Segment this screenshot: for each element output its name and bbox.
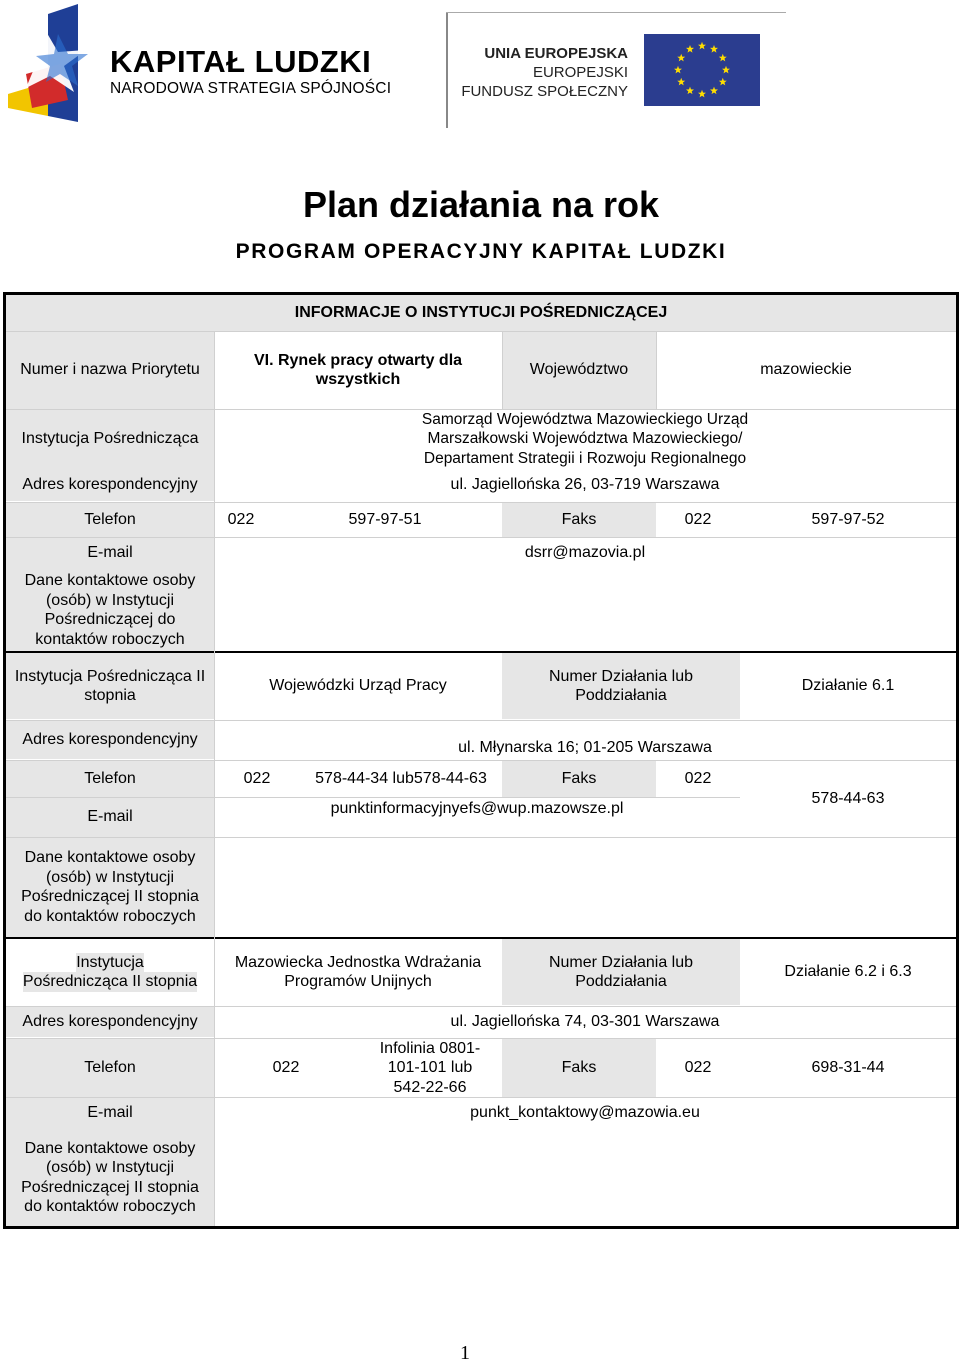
kontakt-value-1 — [214, 569, 956, 651]
ip2-value-2: Wojewódzki Urząd Pracy — [269, 677, 447, 695]
kl-title: KAPITAŁ LUDZKI — [110, 44, 372, 79]
ip2-label-2: Instytucja Pośrednicząca II stopnia — [6, 653, 214, 719]
eu-logo — [458, 30, 778, 110]
email-value-3: punkt_kontaktowy@mazowia.eu — [470, 1104, 700, 1122]
priorytet-label: Numer i nazwa Priorytetu — [6, 331, 214, 409]
eu-flag-icon — [644, 34, 760, 106]
email-label-3: E-mail — [6, 1097, 214, 1129]
telefon-prefix-2: 022 — [243, 770, 271, 788]
telefon-number-3: Infolinia 0801-101-101 lub 542-22-66 — [379, 1039, 481, 1096]
section-divider — [6, 651, 956, 653]
kontakt-value-3 — [214, 1129, 956, 1226]
grid-line — [502, 331, 503, 409]
faks-number-2: 578-44-63 — [811, 790, 885, 808]
adres-value-2: ul. Młynarska 16; 01-205 Warszawa — [458, 738, 712, 756]
wojewodztwo-label: Województwo — [502, 331, 656, 409]
dzialanie-label-2: Numer Działania lub Poddziałania — [502, 653, 740, 719]
grid-line — [6, 331, 956, 332]
grid-line — [6, 537, 956, 538]
dzialanie-value-3: Działanie 6.2 i 6.3 — [784, 963, 912, 981]
faks-prefix-3: 022 — [684, 1059, 712, 1077]
eu-line3: FUNDUSZ SPOŁECZNY — [461, 83, 628, 100]
kapital-ludzki-logo — [8, 4, 392, 124]
kapital-ludzki-emblem-icon — [8, 4, 104, 124]
priorytet-value: VI. Rynek pracy otwarty dla wszystkich — [253, 351, 463, 388]
adres-value-1: ul. Jagiellońska 26, 03-719 Warszawa — [450, 476, 720, 494]
grid-line — [6, 720, 956, 721]
telefon-label-2: Telefon — [6, 761, 214, 797]
telefon-number-2: 578-44-34 lub578-44-63 — [315, 770, 487, 788]
grid-line — [6, 409, 956, 410]
eu-line1: UNIA EUROPEJSKA — [484, 45, 628, 62]
email-value-2: punktinformacyjnyefs@wup.mazowsze.pl — [330, 800, 624, 817]
grid-line — [6, 797, 740, 798]
faks-label-3: Faks — [502, 1039, 656, 1097]
info-table — [3, 292, 959, 1229]
grid-line — [6, 1038, 956, 1039]
kontakt-label-2: Dane kontaktowe osoby (osób) w Instytucji Pośredniczącej II stopnia do kontaktów roboczych — [6, 837, 214, 937]
adres-label-2: Adres korespondencyjny — [6, 721, 214, 759]
email-label-2: E-mail — [6, 797, 214, 837]
adres-value-3: ul. Jagiellońska 74, 03-301 Warszawa — [450, 1013, 720, 1031]
faks-label-2: Faks — [502, 761, 656, 797]
kontakt-value-2 — [214, 837, 956, 937]
faks-number-3: 698-31-44 — [811, 1059, 885, 1077]
grid-line — [6, 502, 956, 503]
faks-label-1: Faks — [502, 503, 656, 537]
dzialanie-label-3: Numer Działania lub Poddziałania — [502, 939, 740, 1005]
wojewodztwo-value: mazowieckie — [760, 361, 852, 379]
page-number: 1 — [460, 1342, 470, 1364]
telefon-prefix-3: 022 — [272, 1059, 300, 1077]
ip-value: Samorząd Województwa Mazowieckiego Urząd Marszałkowski Województwa Mazowieckiego/ Departament Strategii i Rozwoju Regionalnego — [421, 410, 749, 467]
telefon-prefix-1: 022 — [227, 511, 255, 529]
dzialanie-value-2: Działanie 6.1 — [801, 677, 895, 695]
adres-label-1: Adres korespondencyjny — [6, 469, 214, 501]
email-label-1: E-mail — [6, 537, 214, 569]
ip-label: Instytucja Pośrednicząca — [6, 409, 214, 469]
grid-line — [6, 837, 956, 838]
grid-line — [6, 760, 956, 761]
kontakt-label-1: Dane kontaktowe osoby (osób) w Instytucji Pośredniczącej do kontaktów roboczych — [6, 569, 214, 651]
section-divider — [6, 937, 956, 939]
ip2-label-3 — [6, 939, 214, 1005]
faks-prefix-1: 022 — [684, 511, 712, 529]
ip2-label-3-line2: Pośrednicząca II stopnia — [22, 973, 198, 990]
ip2-label-3-line1: Instytucja — [76, 953, 144, 971]
telefon-number-1: 597-97-51 — [348, 511, 422, 529]
grid-line — [656, 331, 657, 409]
document-subtitle: PROGRAM OPERACYJNY KAPITAŁ LUDZKI — [235, 240, 727, 263]
grid-line — [6, 1006, 956, 1007]
grid-line — [6, 1097, 956, 1098]
ip2-value-3: Mazowiecka Jednostka Wdrażania Programów Unijnych — [234, 953, 482, 990]
adres-label-3: Adres korespondencyjny — [6, 1007, 214, 1037]
faks-prefix-2: 022 — [684, 770, 712, 788]
telefon-label-3: Telefon — [6, 1039, 214, 1097]
kl-subtitle: NARODOWA STRATEGIA SPÓJNOŚCI — [110, 80, 392, 97]
eu-text — [461, 44, 628, 101]
grid-line — [214, 331, 215, 1226]
kontakt-label-3: Dane kontaktowe osoby (osób) w Instytucji Pośredniczącej II stopnia do kontaktów roboczych — [6, 1129, 214, 1226]
logo-divider-top — [446, 12, 786, 13]
document-title: Plan działania na rok — [302, 184, 660, 225]
table-heading: INFORMACJE O INSTYTUCJI POŚREDNICZĄCEJ — [6, 295, 956, 331]
email-value-1: dsrr@mazovia.pl — [524, 544, 646, 562]
faks-number-1: 597-97-52 — [811, 511, 885, 529]
logo-divider — [446, 12, 448, 128]
telefon-label-1: Telefon — [6, 503, 214, 537]
eu-line2: EUROPEJSKI — [532, 64, 628, 81]
